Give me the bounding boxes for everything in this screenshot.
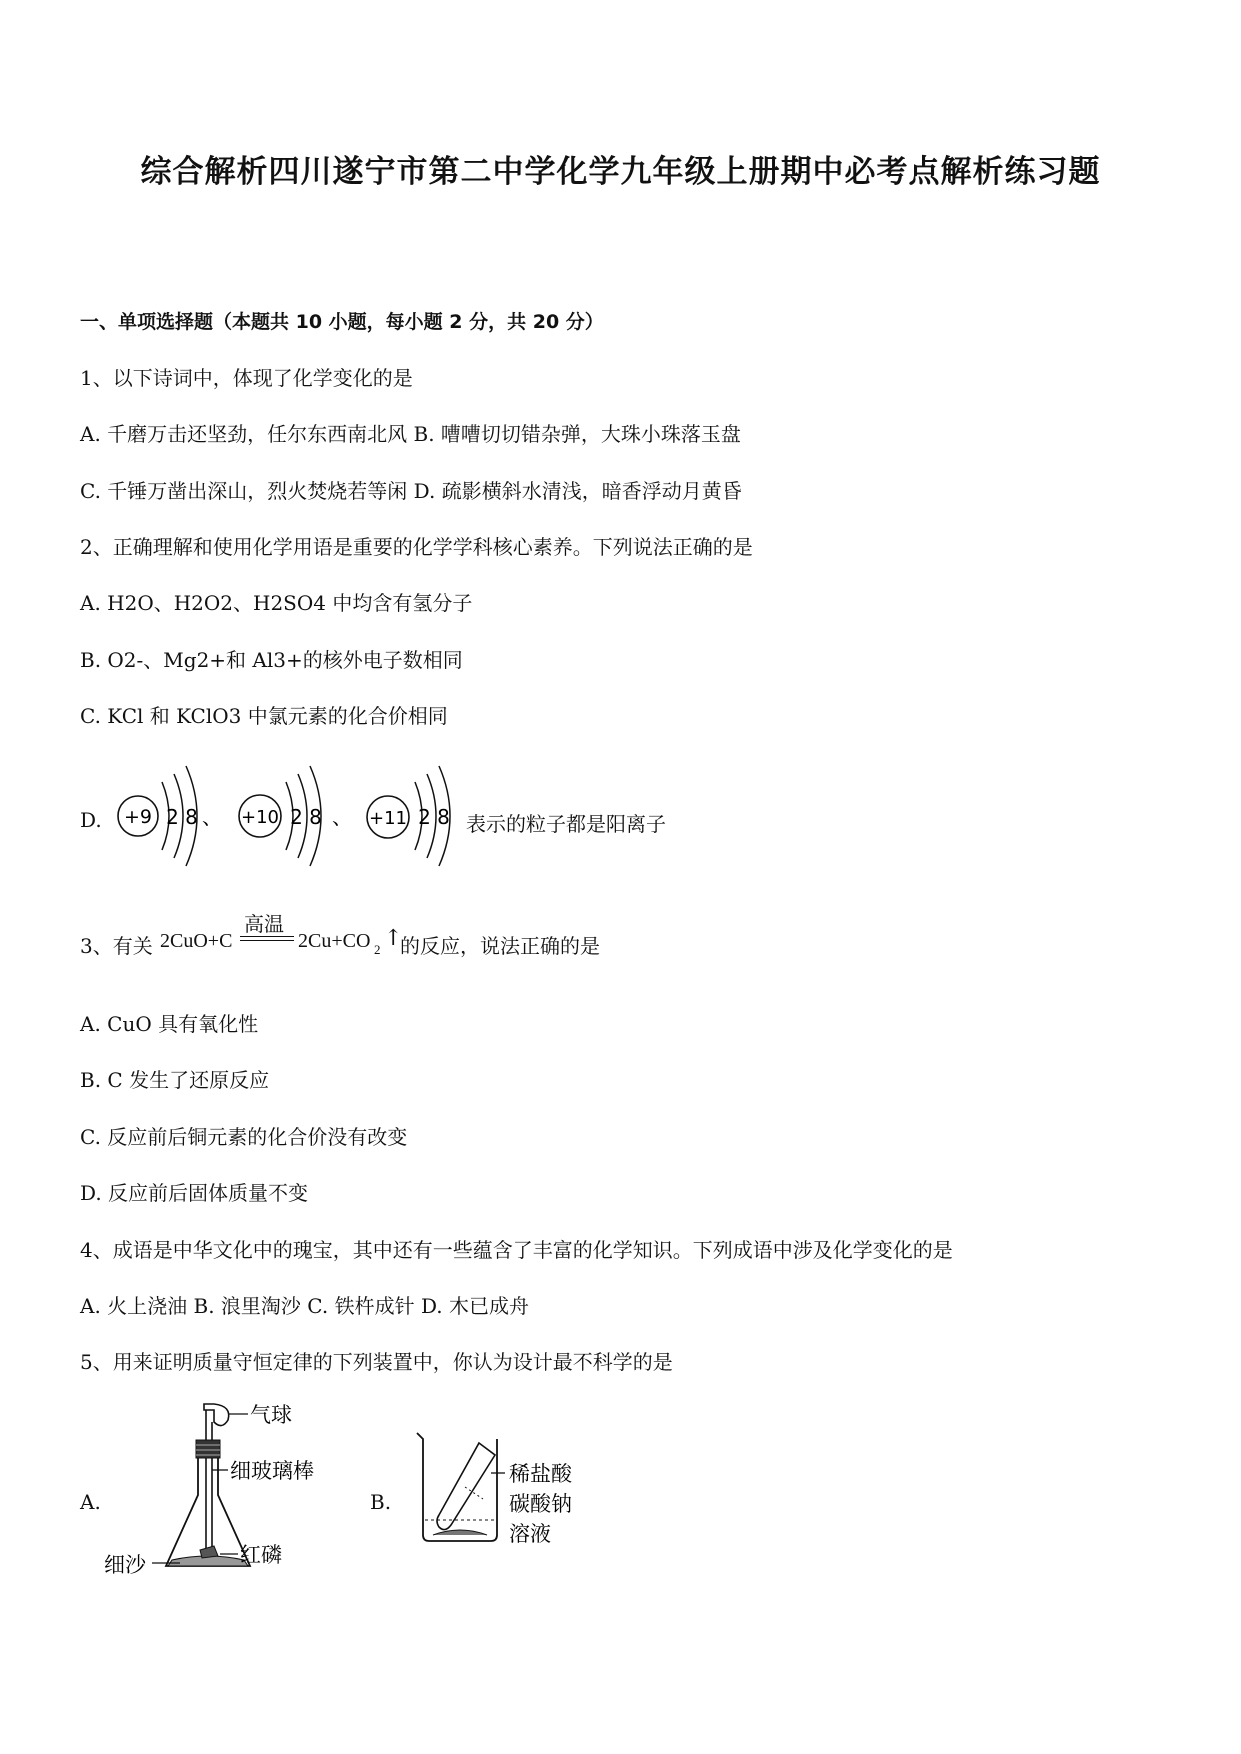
solution-label: 溶液	[509, 1522, 551, 1546]
apparatus-b-figure	[405, 1425, 595, 1575]
balloon-shape	[204, 1404, 229, 1426]
question-2-option-c: C. KCl 和 KClO3 中氯元素的化合价相同	[80, 704, 448, 728]
equation-sign	[240, 936, 294, 941]
gas-arrow: ↑	[384, 926, 403, 951]
atom-shells-label: 2 8	[290, 805, 322, 829]
question-4-options: A. 火上浇油 B. 浪里淘沙 C. 铁杵成针 D. 木已成舟	[80, 1294, 529, 1318]
question-5-option-b-label: B.	[370, 1490, 392, 1514]
balloon-label: 气球	[250, 1403, 292, 1427]
question-1-stem: 1、以下诗词中，体现了化学变化的是	[80, 366, 413, 390]
separator: 、	[202, 805, 222, 829]
question-2-option-a: A. H2O、H2O2、H2SO4 中均含有氢分子	[80, 591, 473, 615]
section-heading: 一、单项选择题（本题共 10 小题，每小题 2 分，共 20 分）	[80, 311, 604, 333]
question-4-stem: 4、成语是中华文化中的瑰宝，其中还有一些蕴含了丰富的化学知识。下列成语中涉及化学变化的是	[80, 1238, 953, 1262]
atom-shells-label: 2 8	[166, 805, 198, 829]
red-phosphorus-label: 红磷	[240, 1543, 282, 1567]
apparatus-a-figure	[104, 1400, 360, 1595]
question-3-option-a: A. CuO 具有氧化性	[80, 1012, 259, 1036]
question-2-option-b: B. O2-、Mg2+和 Al3+的核外电子数相同	[80, 648, 463, 672]
atom-nucleus-label: +11	[369, 808, 407, 829]
atom-diagram-fluorine	[118, 766, 198, 866]
question-3-prefix: 3、有关	[80, 934, 153, 958]
question-5-option-a-label: A.	[80, 1490, 101, 1514]
question-2-stem: 2、正确理解和使用化学用语是重要的化学学科核心素养。下列说法正确的是	[80, 535, 753, 559]
sodium-carbonate-label: 碳酸钠	[509, 1492, 572, 1516]
question-3-option-b: B. C 发生了还原反应	[80, 1068, 270, 1092]
dilute-hcl-label: 稀盐酸	[509, 1462, 572, 1486]
question-1-options-cd: C. 千锤万凿出深山，烈火焚烧若等闲 D. 疏影横斜水清浅，暗香浮动月黄昏	[80, 479, 742, 503]
atom-nucleus-label: +9	[123, 806, 153, 828]
option-d-text: 表示的粒子都是阳离子	[466, 812, 666, 836]
atom-diagram-neon	[239, 766, 322, 866]
fine-sand-label: 细沙	[104, 1553, 146, 1577]
atom-diagram-sodium	[367, 766, 450, 866]
separator: 、	[332, 805, 352, 829]
question-3-option-c: C. 反应前后铜元素的化合价没有改变	[80, 1125, 408, 1149]
question-1-options-ab: A. 千磨万击还坚劲，任尔东西南北风 B. 嘈嘈切切错杂弹，大珠小珠落玉盘	[80, 422, 741, 446]
question-5-stem: 5、用来证明质量守恒定律的下列装置中，你认为设计最不科学的是	[80, 1350, 673, 1374]
equation-subscript: 2	[374, 942, 381, 957]
question-3-suffix: 的反应，说法正确的是	[400, 934, 600, 958]
equation-products: 2Cu+CO	[298, 930, 371, 952]
atom-shells-label: 2 8	[418, 805, 450, 829]
question-3-option-d: D. 反应前后固体质量不变	[80, 1181, 309, 1205]
page-title: 综合解析四川遂宁市第二中学化学九年级上册期中必考点解析练习题	[140, 154, 1101, 190]
equation-reactants: 2CuO+C	[160, 930, 233, 952]
option-d-label: D.	[80, 808, 102, 832]
glass-rod-label: 细玻璃棒	[230, 1459, 314, 1483]
reaction-condition: 高温	[244, 914, 284, 936]
atom-nucleus-label: +10	[241, 807, 279, 828]
